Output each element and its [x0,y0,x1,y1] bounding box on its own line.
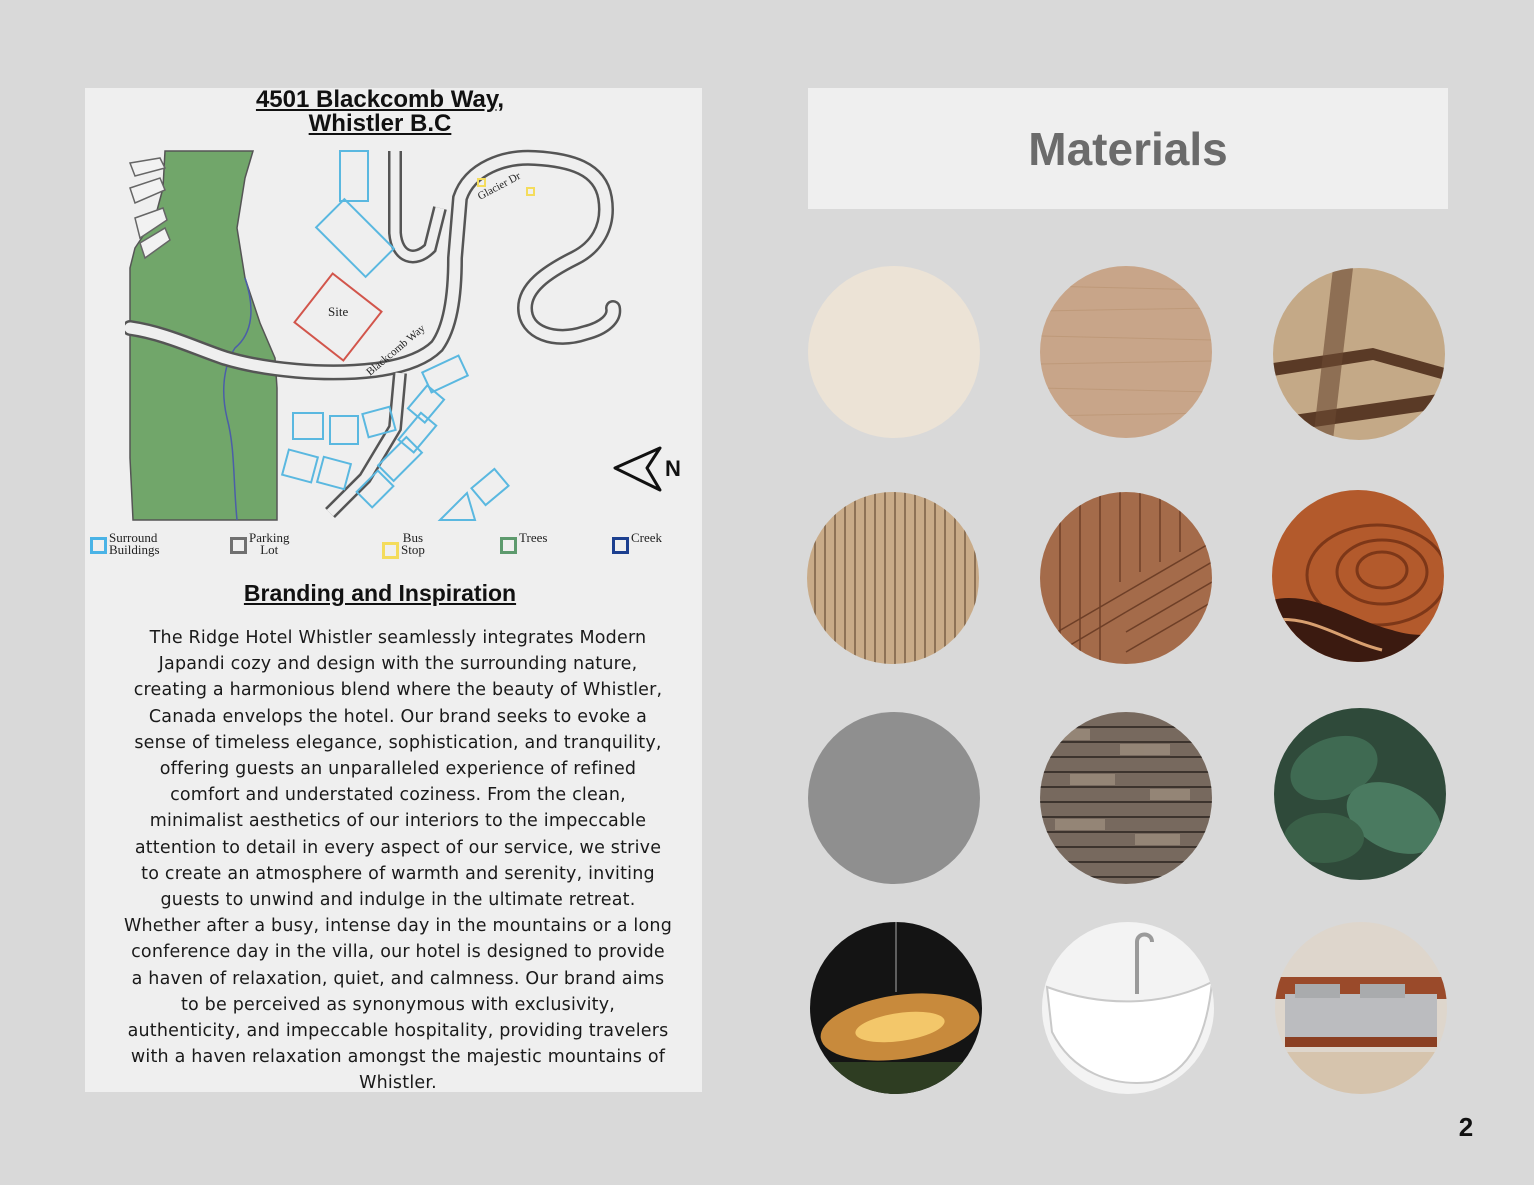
vertical-slat-panel-swatch [807,492,979,664]
grey-concrete-swatch [808,712,980,884]
bus-stop-marker [527,188,534,195]
materials-title: Materials [1028,122,1228,175]
platform-bed-swatch [1275,922,1447,1094]
site-map [125,148,685,528]
legend-swatch [230,537,247,554]
location-branding-panel [85,88,702,1092]
light-oak-swatch [1040,266,1212,438]
legend-item-creek: Creek [612,532,662,554]
address-title [85,88,675,136]
legend-swatch [90,537,107,554]
legend-item-trees: Trees [500,532,547,554]
live-edge-burl-wood-swatch [1272,490,1444,662]
chevron-walnut-panel-swatch [1040,492,1212,664]
cream-plaster-swatch [808,266,980,438]
glacier-dr-label: Glacier Dr [475,170,523,203]
page-number: 2 [1458,1112,1474,1142]
north-label: N [665,456,681,481]
legend-item-parking: Parking Lot [230,532,289,556]
legend-swatch [612,537,629,554]
branding-title: Branding and Inspiration [243,580,517,606]
blackcomb-way-label: Blackcomb Way [364,322,428,379]
materials-header [808,88,1448,209]
address-line-1: 4501 Blackcomb Way, [255,86,505,113]
address-line-2: Whistler B.C [308,110,452,137]
north-arrow-icon [615,448,660,490]
branding-paragraph: The Ridge Hotel Whistler seamlessly integrates Modern Japandi cozy and design with the surrounding nature, creating a harmonious blend where the beauty of Whistler, Canada envelops the hotel. Our brand seeks to evoke a sense of timeless elegance, sophistication, and tranquility, offering guests an unparalleled experience of refined comfort and understated coziness. From the clean, minimalist aesthetics of our interiors to the impeccable attention to detail in every aspect of our service, we strive to create an atmosphere of warmth and serenity, inviting guests to unwind and indulge in the ultimate retreat. Whether after a busy, intense day in the mountains or a long conference day in the villa, our hotel is designed to provide a haven of relaxation, quiet, and calmness. Our brand aims to be perceived as synonymous with exclusivity, authenticity, and impeccable hospitality, providing travelers with a haven relaxation amongst the majestic mountains of Whistler. [123,628,673,1094]
legend-swatch [500,537,517,554]
monstera-plant-swatch [1274,708,1446,880]
site-label: Site [328,304,349,319]
freestanding-bathtub-swatch [1042,922,1214,1094]
site-map-drawing [125,148,685,528]
woven-pendant-lamp-swatch [810,922,982,1094]
stacked-stone-swatch [1040,712,1212,884]
legend-swatch [382,542,399,559]
legend-item-buildings: Surround Buildings [90,532,160,556]
legend-item-bus-stop: Bus Stop [382,532,425,559]
wood-beam-ceiling-swatch [1273,268,1445,440]
map-legend [90,532,700,572]
